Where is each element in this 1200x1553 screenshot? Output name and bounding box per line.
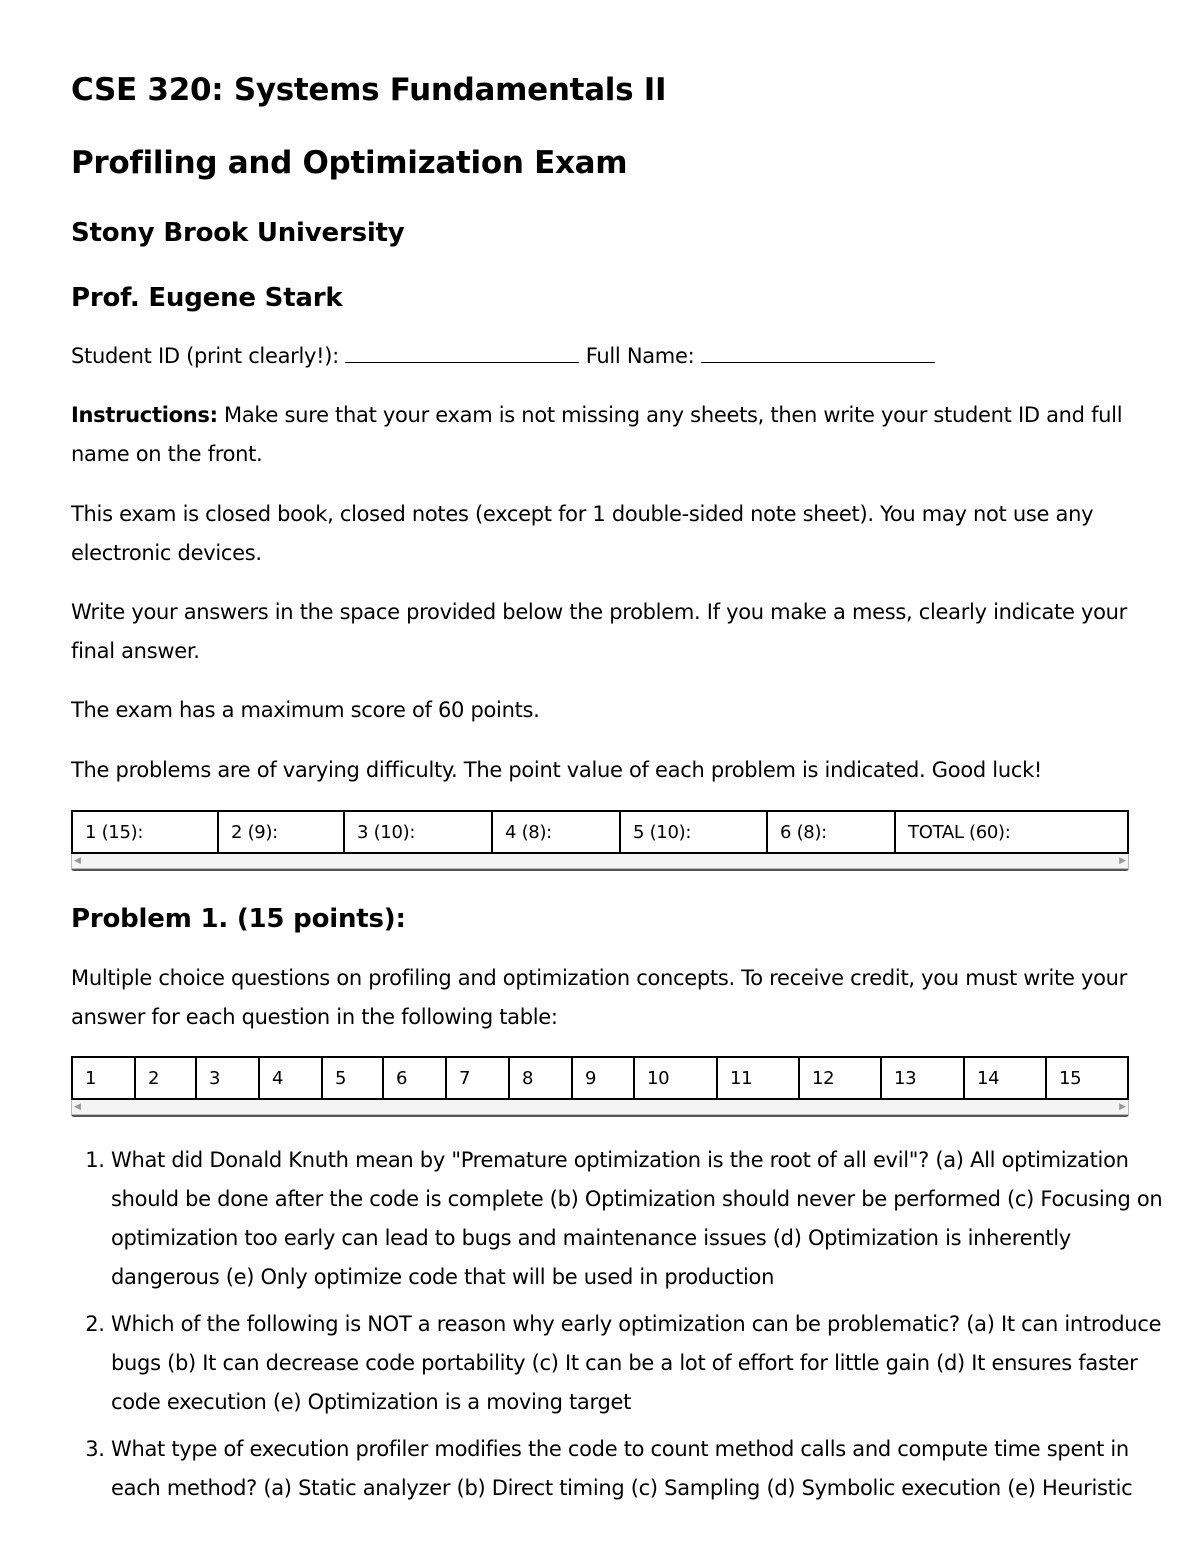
score-cell: 4 (8): (492, 811, 620, 853)
full-name-label: Full Name: (585, 344, 695, 368)
score-cell-total: TOTAL (60): (895, 811, 1128, 853)
student-id-label: Student ID (print clearly!): (71, 344, 339, 368)
closed-book-paragraph: This exam is closed book, closed notes (except for 1 double-sided note sheet). You may not use any electronic devices. (71, 502, 1094, 565)
answer-cell[interactable]: 9 (572, 1057, 634, 1099)
instructions-label: Instructions: (71, 403, 218, 427)
score-cell: 5 (10): (620, 811, 767, 853)
max-score-paragraph: The exam has a maximum score of 60 points. (71, 698, 540, 722)
score-table (71, 810, 1129, 854)
score-cell: 3 (10): (344, 811, 492, 853)
answer-cell[interactable]: 4 (259, 1057, 322, 1099)
score-table-container (71, 810, 1129, 871)
answer-cell[interactable]: 8 (509, 1057, 572, 1099)
full-name-blank[interactable] (701, 342, 935, 363)
score-table-scrollbar[interactable] (71, 854, 1129, 869)
answer-cell[interactable]: 13 (881, 1057, 964, 1099)
student-fields (71, 337, 1131, 376)
answer-cell[interactable]: 1 (72, 1057, 135, 1099)
question-item: 2. Which of the following is NOT a reason why early optimization can be problematic? (a) It can introduce bugs (b) It can decrease code portability (c) It can be a lot of effort for little gain (d) It ensures faster code execution (e) Optimization is a moving target (111, 1305, 1171, 1422)
score-cell: 1 (15): (72, 811, 218, 853)
answers-paragraph: Write your answers in the space provided below the problem. If you make a mess, clearly indicate your final answer. (71, 600, 1127, 663)
student-id-blank[interactable] (345, 342, 579, 363)
score-cell: 6 (8): (767, 811, 895, 853)
instructions-text: Make sure that your exam is not missing any sheets, then write your student ID and full name on the front. (71, 403, 1123, 466)
answer-table-scrollbar[interactable] (71, 1100, 1129, 1115)
score-table-row (72, 811, 1128, 853)
course-title: CSE 320: Systems Fundamentals II (71, 72, 667, 108)
problem-1-intro: Multiple choice questions on profiling and optimization concepts. To receive credit, you must write your answer for each question in the following table: (71, 966, 1128, 1029)
question-list (71, 1141, 1171, 1516)
scroll-right-icon[interactable]: ▶ (1119, 1102, 1126, 1112)
answer-table-row (72, 1057, 1128, 1099)
answer-table (71, 1056, 1129, 1100)
answer-cell[interactable]: 14 (964, 1057, 1046, 1099)
answer-cell[interactable]: 5 (322, 1057, 383, 1099)
question-item: 1. What did Donald Knuth mean by "Premature optimization is the root of all evil"? (a) All optimization should be done after the code is complete (b) Optimization should never be performed (c) Focusing on optimization too early can lead to bugs and maintenance issues (d) Optimization is inherently dangerous (e) Only optimize code that will be used in production (111, 1141, 1171, 1297)
difficulty-paragraph: The problems are of varying difficulty. The point value of each problem is indicated. Good luck! (71, 758, 1043, 782)
answer-cell[interactable]: 15 (1046, 1057, 1128, 1099)
scroll-right-icon[interactable]: ▶ (1119, 856, 1126, 866)
instructions-paragraph (71, 396, 1131, 474)
answer-cell[interactable]: 2 (135, 1057, 196, 1099)
answer-cell[interactable]: 11 (717, 1057, 799, 1099)
answer-table-container (71, 1056, 1129, 1117)
score-cell: 2 (9): (218, 811, 344, 853)
answer-cell[interactable]: 3 (196, 1057, 259, 1099)
problem-1-heading: Problem 1. (15 points): (71, 904, 406, 934)
answer-cell[interactable]: 12 (799, 1057, 881, 1099)
answer-cell[interactable]: 10 (634, 1057, 717, 1099)
scroll-left-icon[interactable]: ◀ (74, 856, 81, 866)
answer-cell[interactable]: 7 (446, 1057, 509, 1099)
answer-cell[interactable]: 6 (383, 1057, 446, 1099)
professor-name: Prof. Eugene Stark (71, 283, 343, 313)
university-name: Stony Brook University (71, 218, 405, 248)
scroll-left-icon[interactable]: ◀ (74, 1102, 81, 1112)
question-item: 3. What type of execution profiler modifies the code to count method calls and compute time spent in each method? (a) Static analyzer (b) Direct timing (c) Sampling (d) Symbolic execution (e) Heuristic (111, 1430, 1171, 1508)
exam-title: Profiling and Optimization Exam (71, 145, 628, 181)
